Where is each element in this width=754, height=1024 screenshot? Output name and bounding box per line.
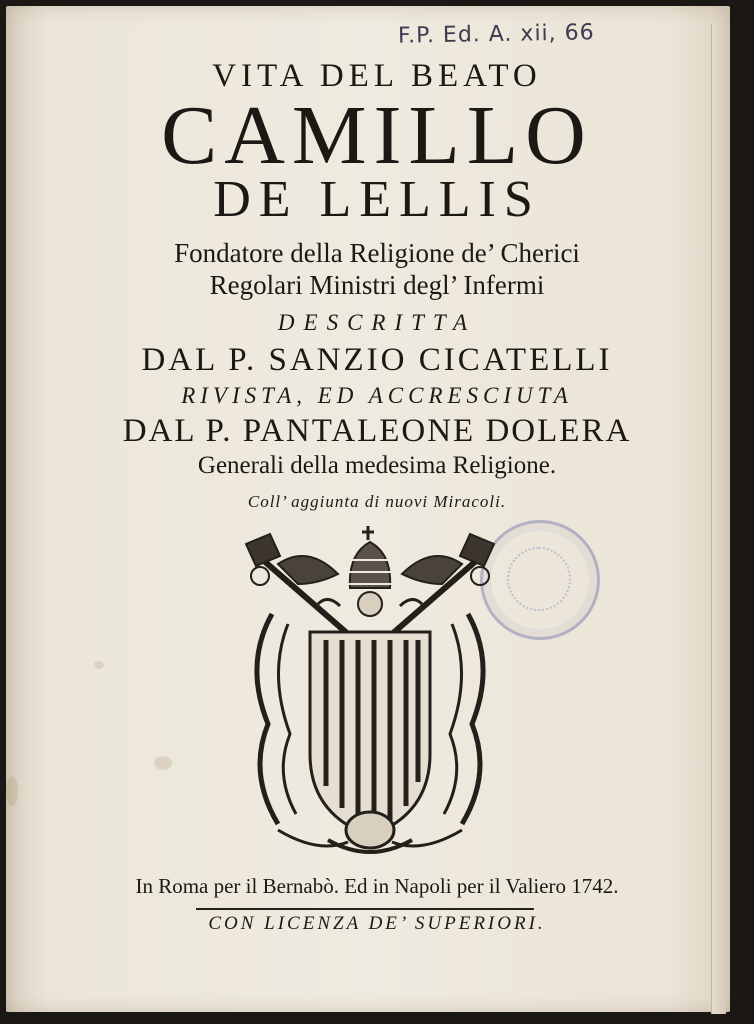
editor-name: DAL P. PANTALEONE DOLERA (122, 413, 632, 449)
author-name: DAL P. SANZIO CICATELLI (141, 342, 613, 378)
handwritten-shelfmark: F.P. Ed. A. xii, 66 (397, 20, 595, 49)
revision-label: RIVISTA, ED ACCRESCIUTA (181, 383, 573, 408)
foxing-spot (94, 661, 104, 669)
foxing-spot (154, 756, 172, 770)
title-line-2: CAMILLO (161, 89, 593, 182)
subtitle-line-1: Fondatore della Religione de’ Cherici (174, 238, 580, 268)
title-line-1: VITA DEL BEATO (212, 58, 542, 94)
coat-of-arms-icon (238, 524, 502, 869)
title-line-3: DE LELLIS (213, 171, 541, 228)
imprint-line: In Roma per il Bernabò. Ed in Napoli per il Valiero 1742. (135, 874, 619, 898)
license-line: CON LICENZA DE’ SUPERIORI. (208, 913, 546, 934)
descritta-label: DESCRITTA (277, 310, 477, 335)
editor-role: Generali della medesima Religione. (197, 452, 557, 479)
divider-rule (196, 908, 534, 910)
subtitle-line-2: Regolari Ministri degl’ Infermi (209, 270, 545, 300)
library-stamp-inner (507, 547, 571, 611)
foxing-spot (6, 776, 18, 806)
addition-note: Coll’ aggiunta di nuovi Miracoli. (247, 492, 507, 511)
